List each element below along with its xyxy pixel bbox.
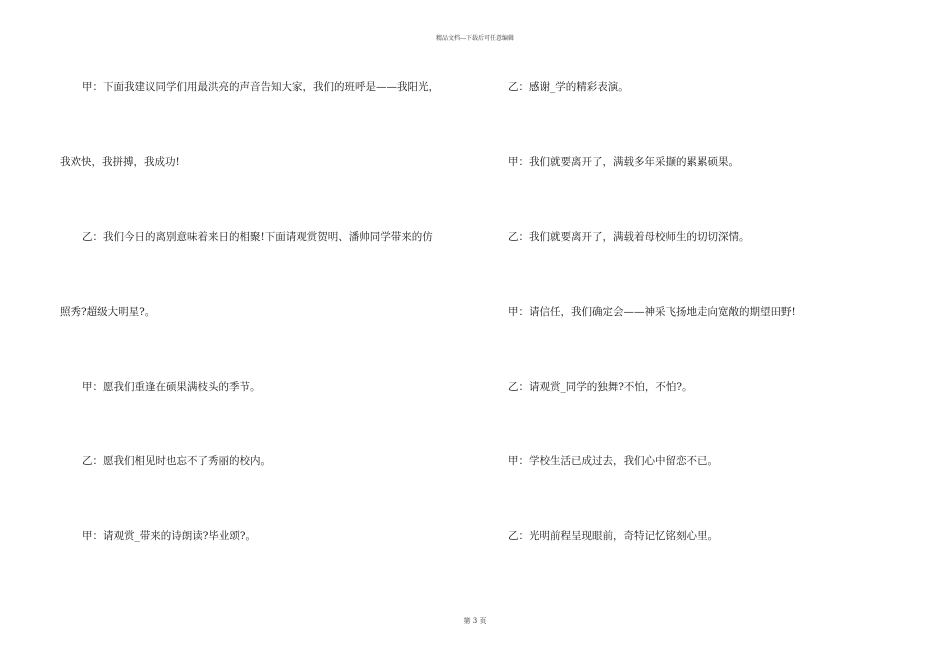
right-line-4: 甲：请信任，我们确定会——神采飞扬地走向宽敞的期望田野!	[508, 306, 796, 318]
page-footer: 第 3 页	[463, 617, 487, 625]
page-header: 精品文档---下载后可任意编辑	[435, 35, 515, 42]
left-line-3: 乙：我们今日的离别意味着来日的相聚!下面请观赏贺明、潘帅同学带来的仿	[82, 231, 433, 243]
left-line-7: 甲：请观赏_带来的诗朗读?毕业颂?。	[82, 530, 257, 542]
left-line-6: 乙：愿我们相见时也忘不了秀丽的校内。	[82, 455, 271, 467]
right-line-5: 乙：请观赏_同学的独舞?不怕，不怕?。	[508, 381, 693, 393]
right-line-1: 乙：感谢_学的精彩表演。	[508, 81, 629, 93]
left-line-1: 甲：下面我建议同学们用最洪亮的声音告知大家，我们的班呼是——我阳光，	[82, 81, 439, 93]
left-line-2: 我欢快，我拼搏，我成功!	[60, 156, 180, 168]
left-line-4: 照秀?超级大明星?。	[60, 306, 156, 318]
left-line-5: 甲：愿我们重逢在硕果满枝头的季节。	[82, 381, 261, 393]
right-line-6: 甲：学校生活已成过去，我们心中留恋不已。	[508, 455, 718, 467]
right-line-2: 甲：我们就要离开了，满载多年采撷的累累硕果。	[508, 156, 739, 168]
right-line-7: 乙：光明前程呈现眼前，奇特记忆铭刻心里。	[508, 530, 718, 542]
right-line-3: 乙：我们就要离开了，满载着母校师生的切切深情。	[508, 231, 750, 243]
